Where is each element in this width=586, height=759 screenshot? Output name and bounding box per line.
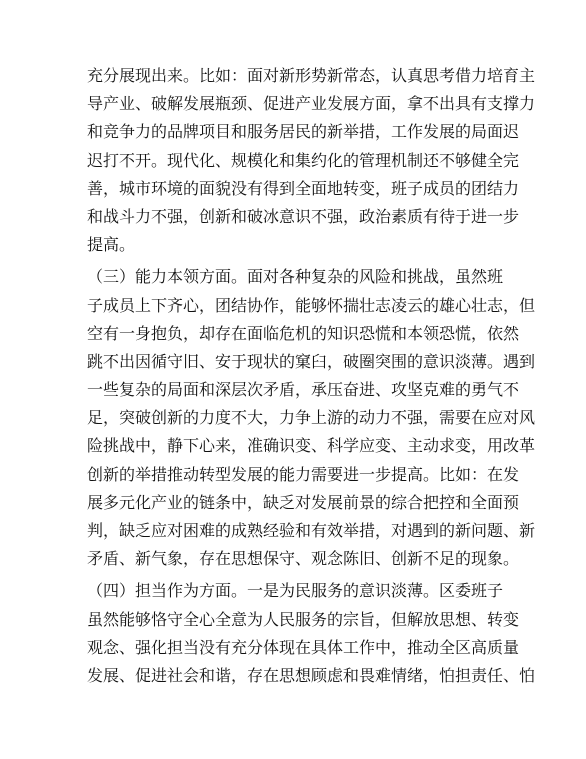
text-line: 创新的举措推动转型发展的能力需要进一步提高。比如：在发: [87, 464, 520, 484]
document-body: [87, 62, 536, 694]
text-line: 虽然能够恪守全心全意为人民服务的宗旨，但解放思想、转变: [87, 609, 520, 629]
text-line: 观念、强化担当没有充分体现在具体工作中，推动全区高质量: [87, 637, 520, 657]
text-line: 和竞争力的品牌项目和服务居民的新举措，工作发展的局面迟: [87, 122, 520, 142]
text-line: 足，突破创新的力度不大，力争上游的动力不强，需要在应对风: [87, 408, 536, 428]
text-line: 空有一身抱负，却存在面临危机的知识恐慌和本领恐慌，依然: [87, 323, 520, 343]
text-line: （三）能力本领方面。面对各种复杂的风险和挑战，虽然班: [87, 267, 504, 287]
text-line: 子成员上下齐心，团结协作，能够怀揣壮志凌云的雄心壮志，但: [87, 295, 536, 315]
paragraph-shortcomings: [87, 62, 536, 259]
paragraph-responsibility: [87, 577, 536, 690]
text-line: 发展、促进社会和谐，存在思想顾虑和畏难情绪，怕担责任、怕: [87, 665, 536, 685]
text-line: 展多元化产业的链条中，缺乏对发展前景的综合把控和全面预: [87, 492, 520, 512]
text-line: 一些复杂的局面和深层次矛盾，承压奋进、攻坚克难的勇气不: [87, 380, 520, 400]
text-line: 和战斗力不强，创新和破冰意识不强，政治素质有待于进一步: [87, 206, 520, 226]
text-line: 跳不出因循守旧、安于现状的窠臼，破圈突围的意识淡薄。遇到: [87, 351, 536, 371]
text-line: 提高。: [87, 235, 136, 255]
text-line: 善，城市环境的面貌没有得到全面地转变，班子成员的团结力: [87, 178, 520, 198]
text-line: 险挑战中，静下心来，准确识变、科学应变、主动求变，用改革: [87, 436, 536, 456]
text-line: 判，缺乏应对困难的成熟经验和有效举措，对遇到的新问题、新: [87, 521, 536, 540]
text-line: 迟打不开。现代化、规模化和集约化的管理机制还不够健全完: [87, 150, 520, 170]
text-line: 导产业、破解发展瓶颈、促进产业发展方面，拿不出具有支撑力: [87, 94, 536, 114]
text-line: 充分展现出来。比如：面对新形势新常态，认真思考借力培育主: [87, 66, 536, 85]
paragraph-ability: [87, 263, 536, 573]
text-line: （四）担当作为方面。一是为民服务的意识淡薄。区委班子: [87, 581, 504, 601]
text-line: 矛盾、新气象，存在思想保守、观念陈旧、创新不足的现象。: [87, 549, 520, 569]
